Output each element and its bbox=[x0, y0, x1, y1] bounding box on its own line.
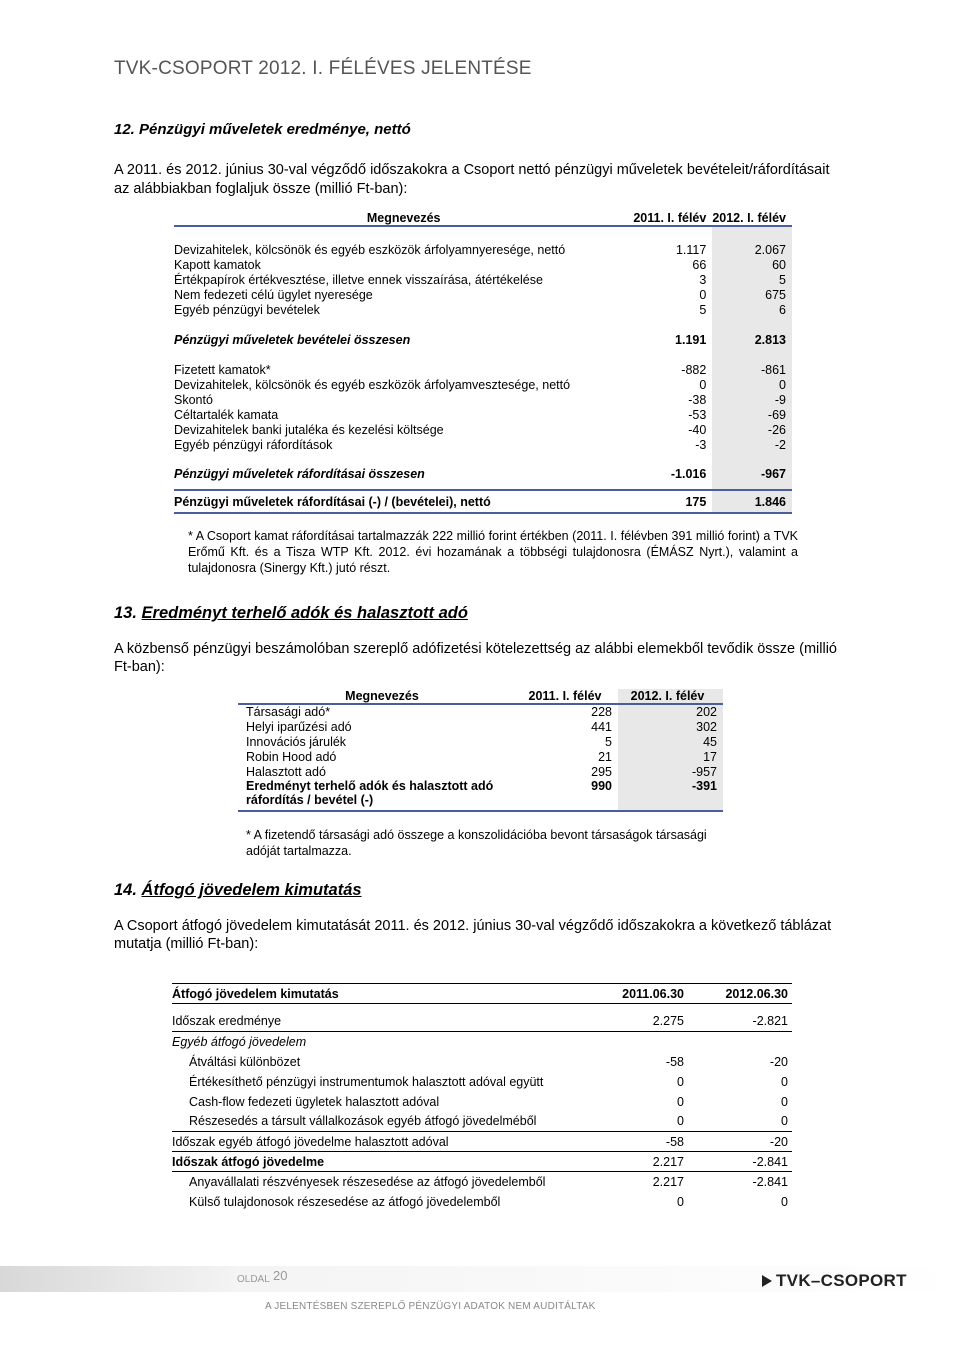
col-header-2012: 2012.06.30 bbox=[725, 986, 788, 1001]
audit-disclaimer: A JELENTÉSBEN SZEREPLŐ PÉNZÜGYI ADATOK NEM AUDITÁLTAK bbox=[265, 1301, 596, 1312]
table-row: Értékpapírok értékvesztése, illetve ennek visszaírása, átértékelése 3 5 bbox=[174, 272, 792, 287]
col-header-name: Megnevezés bbox=[366, 211, 441, 225]
section-14-heading: 14. Átfogó jövedelem kimutatás bbox=[114, 881, 362, 899]
table-row: Robin Hood adó 21 17 bbox=[238, 749, 723, 764]
tax-table bbox=[238, 689, 723, 812]
table-row: Időszak egyéb átfogó jövedelme halasztott adóval -58 -20 bbox=[172, 1132, 792, 1152]
comprehensive-total-row: Időszak átfogó jövedelme 2.217 -2.841 bbox=[172, 1152, 792, 1172]
table-row: Halasztott adó 295 -957 bbox=[238, 764, 723, 779]
table-row: Kapott kamatok 66 60 bbox=[174, 257, 792, 272]
table-row: Helyi iparűzési adó 441 302 bbox=[238, 719, 723, 734]
table-row: Egyéb pénzügyi bevételek 5 6 bbox=[174, 302, 792, 317]
table-row: Innovációs járulék 5 45 bbox=[238, 734, 723, 749]
table-row: Értékesíthető pénzügyi instrumentumok halasztott adóval együtt 0 0 bbox=[189, 1074, 788, 1089]
section-13-intro-line1: A közbenső pénzügyi beszámolóban szereplő adófizetési kötelezettség az alábbi elemekből tevődik össze (millió bbox=[114, 641, 837, 657]
table-row: Átváltási különbözet -58 -20 bbox=[189, 1054, 788, 1069]
tax-total-row: Eredményt terhelő adók és halasztott adó ráfordítás / bevétel (-) 990 -391 bbox=[238, 779, 723, 811]
section-14-intro-line1: A Csoport átfogó jövedelem kimutatását 2011. és 2012. június 30-val végződő időszakokra a következő táblázat bbox=[114, 918, 832, 934]
financial-operations-table bbox=[174, 211, 792, 514]
col-header-2011: 2011. I. félév bbox=[633, 211, 707, 225]
section-13-intro-line2: Ft-ban): bbox=[114, 659, 165, 675]
income-total-row: Pénzügyi műveletek bevételei összesen 1.191 2.813 bbox=[174, 332, 792, 347]
table-row: Skontó -38 -9 bbox=[174, 392, 792, 407]
section-12-footnote: * A Csoport kamat ráfordításai tartalmazzák 222 millió forint értékben (2011. I. félévben 391 millió forint) a TVK Erőmű Kft. és a Tisza WTP Kft. 2012. évi hozamának a többségi tulajdonosra (ÉMÁSZ Nyrt.), valamint a tulajdonosra (Sinergy Kft.) jutó részt. bbox=[188, 529, 798, 575]
section-13-footnote: * A fizetendő társasági adó összege a konszolidációba bevont társaságok társasági adóját tartalmazza. bbox=[246, 828, 707, 858]
expense-total-row: Pénzügyi műveletek ráfordításai összesen -1.016 -967 bbox=[174, 467, 792, 490]
section-12-intro-line2: az alábbiakban foglaljuk össze (millió Ft-ban): bbox=[114, 181, 408, 197]
col-header-2011: 2011. I. félév bbox=[528, 689, 602, 703]
col-header-2012: 2012. I. félév bbox=[618, 689, 723, 704]
table-row: Külső tulajdonosok részesedése az átfogó jövedelemből 0 0 bbox=[189, 1194, 788, 1209]
page-number: 20 bbox=[273, 1268, 288, 1283]
play-arrow-icon bbox=[762, 1274, 772, 1292]
col-header-name: Átfogó jövedelem kimutatás bbox=[172, 986, 339, 1001]
table-row: Céltartalék kamata -53 -69 bbox=[174, 407, 792, 422]
section-12-intro-line1: A 2011. és 2012. június 30-val végződő időszakokra a Csoport nettó pénzügyi műveletek bevételeit/ráfordításait bbox=[114, 162, 830, 178]
table-row: Cash-flow fedezeti ügyletek halasztott adóval 0 0 bbox=[189, 1094, 788, 1109]
table-row: Fizetett kamatok* -882 -861 bbox=[174, 362, 792, 377]
table-row: Devizahitelek banki jutaléka és kezelési költsége -40 -26 bbox=[174, 422, 792, 437]
table-row: Időszak eredménye 2.275 -2.821 bbox=[172, 1012, 792, 1032]
page-label: OLDAL bbox=[237, 1274, 270, 1285]
table-row: Devizahitelek, kölcsönök és egyéb eszközök árfolyamnyeresége, nettó 1.117 2.067 bbox=[174, 242, 792, 257]
section-14-intro-line2: mutatja (millió Ft-ban): bbox=[114, 936, 259, 952]
table-row: Társasági adó* 228 202 bbox=[238, 704, 723, 719]
table-row: Részesedés a társult vállalkozások egyéb átfogó jövedelméből 0 0 bbox=[172, 1112, 792, 1132]
table-row: Anyavállalati részvényesek részesedése az átfogó jövedelemből 2.217 -2.841 bbox=[189, 1174, 788, 1189]
report-title: TVK-CSOPORT 2012. I. FÉLÉVES JELENTÉSE bbox=[114, 58, 532, 79]
section-13-heading: 13. Eredményt terhelő adók és halasztott adó bbox=[114, 604, 468, 622]
table-row: Devizahitelek, kölcsönök és egyéb eszközök árfolyamvesztesége, nettó 0 0 bbox=[174, 377, 792, 392]
net-total-row: Pénzügyi műveletek ráfordításai (-) / (bevételei), nettó 175 1.846 bbox=[174, 490, 792, 513]
brand-logo-text: TVK–CSOPORT bbox=[776, 1271, 907, 1290]
col-header-2011: 2011.06.30 bbox=[622, 986, 684, 1001]
table-row: Egyéb pénzügyi ráfordítások -3 -2 bbox=[174, 437, 792, 452]
comprehensive-income-table bbox=[172, 983, 792, 1212]
col-header-2012: 2012. I. félév bbox=[712, 211, 786, 225]
table-row: Egyéb átfogó jövedelem bbox=[172, 1034, 307, 1049]
table-row: Nem fedezeti célú ügylet nyeresége 0 675 bbox=[174, 287, 792, 302]
section-12-heading: 12. Pénzügyi műveletek eredménye, nettó bbox=[114, 121, 411, 138]
col-header-name: Megnevezés bbox=[345, 689, 419, 703]
